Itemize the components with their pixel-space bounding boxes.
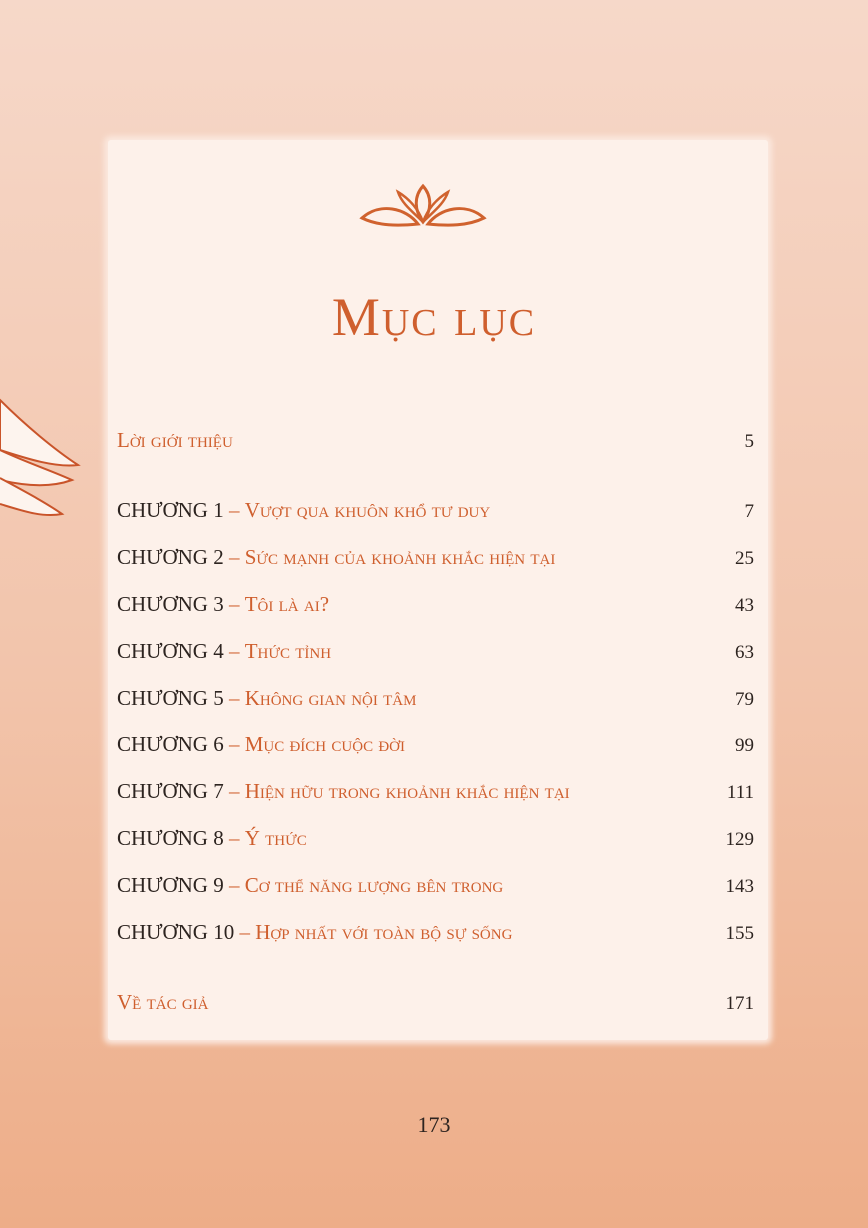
toc-entry-chapter: CHƯƠNG 10 (117, 920, 235, 944)
toc-entry-page: 99 (735, 735, 754, 756)
toc-entry-title: Hợp nhất với toàn bộ sự sống (255, 920, 513, 944)
toc-entry-title: Lời giới thiệu (117, 428, 233, 452)
table-of-contents (117, 0, 754, 1228)
toc-entry-chapter-3[interactable] (117, 592, 754, 622)
toc-entry-separator: – (223, 826, 245, 850)
toc-entry-chapter-5[interactable] (117, 686, 754, 716)
toc-entry-chapter: CHƯƠNG 5 (117, 686, 224, 710)
toc-entry-page: 25 (735, 548, 754, 569)
toc-entry-title: Tôi là ai? (244, 592, 330, 616)
toc-entry-page: 129 (725, 829, 754, 850)
toc-entry-title: Thức tỉnh (244, 639, 332, 663)
toc-entry-chapter-6[interactable] (117, 732, 754, 762)
toc-entry-separator: – (223, 639, 245, 663)
toc-entry-title: Về tác giả (117, 990, 209, 1014)
toc-entry-separator: – (223, 545, 245, 569)
toc-entry-separator: – (223, 592, 245, 616)
toc-entry-chapter: CHƯƠNG 4 (117, 639, 224, 663)
toc-entry-about-author[interactable] (117, 990, 754, 1020)
toc-entry-chapter-2[interactable] (117, 545, 754, 575)
toc-entry-page: 155 (725, 923, 754, 944)
toc-entry-chapter: CHƯƠNG 8 (117, 826, 224, 850)
toc-entry-separator: – (223, 779, 245, 803)
toc-entry-chapter-9[interactable] (117, 873, 754, 903)
toc-entry-chapter-10[interactable] (117, 920, 754, 950)
toc-entry-page: 111 (726, 782, 754, 803)
toc-entry-page: 143 (725, 876, 754, 897)
toc-entry-page: 7 (744, 501, 754, 522)
toc-entry-page: 43 (735, 595, 754, 616)
toc-entry-chapter: CHƯƠNG 9 (117, 873, 224, 897)
toc-entry-separator: – (223, 873, 245, 897)
toc-entry-chapter-1[interactable] (117, 498, 754, 528)
page-title: Mục lục (331, 287, 537, 347)
toc-entry-separator: – (234, 920, 256, 944)
toc-entry-chapter: CHƯƠNG 7 (117, 779, 224, 803)
lotus-petals-icon (0, 380, 90, 530)
toc-entry-title: Sức mạnh của khoảnh khắc hiện tại (244, 545, 556, 569)
toc-entry-chapter: CHƯƠNG 6 (117, 732, 224, 756)
toc-entry-chapter-8[interactable] (117, 826, 754, 856)
toc-entry-title: Không gian nội tâm (244, 686, 417, 710)
toc-entry-intro[interactable] (117, 428, 754, 458)
toc-entry-chapter-7[interactable] (117, 779, 754, 809)
toc-entry-separator: – (223, 498, 245, 522)
toc-entry-title: Cơ thể năng lượng bên trong (244, 873, 504, 897)
toc-entry-separator: – (223, 686, 245, 710)
toc-entry-page: 5 (744, 431, 754, 452)
toc-entry-page: 63 (735, 642, 754, 663)
toc-entry-chapter: CHƯƠNG 2 (117, 545, 224, 569)
toc-entry-chapter: CHƯƠNG 1 (117, 498, 224, 522)
toc-entry-chapter: CHƯƠNG 3 (117, 592, 224, 616)
toc-entry-page: 79 (735, 689, 754, 710)
page-number: 173 (417, 1112, 451, 1137)
toc-entry-chapter-4[interactable] (117, 639, 754, 669)
toc-entry-title: Hiện hữu trong khoảnh khắc hiện tại (244, 779, 570, 803)
toc-entry-title: Vượt qua khuôn khổ tư duy (244, 498, 491, 522)
toc-entry-page: 171 (725, 993, 754, 1014)
toc-entry-title: Ý thức (244, 826, 307, 850)
toc-entry-title: Mục đích cuộc đời (244, 732, 405, 756)
toc-entry-separator: – (223, 732, 245, 756)
